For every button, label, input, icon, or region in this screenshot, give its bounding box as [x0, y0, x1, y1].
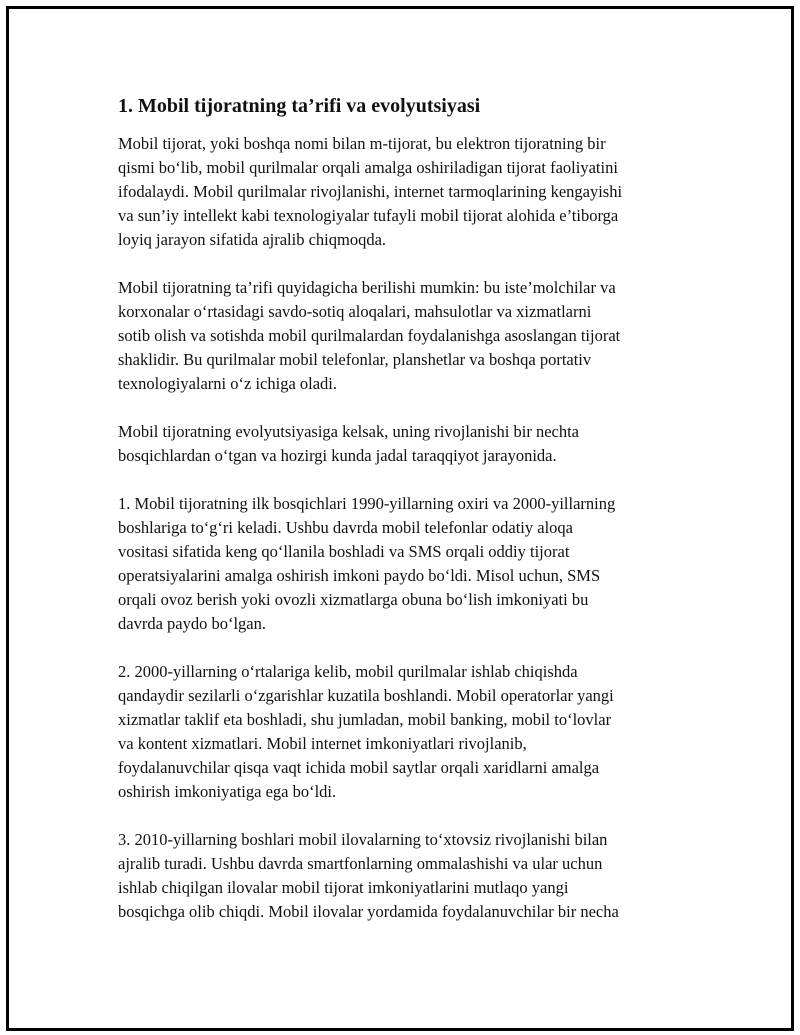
- text-line: shaklidir. Bu qurilmalar mobil telefonlar, planshetlar va boshqa portativ: [118, 350, 592, 369]
- text-line: foydalanuvchilar qisqa vaqt ichida mobil saytlar orqali xaridlarni amalga: [118, 758, 600, 777]
- text-line: va kontent xizmatlari. Mobil internet imkoniyatlari rivojlanib,: [118, 734, 527, 753]
- text-line: va sun’iy intellekt kabi texnologiyalar tufayli mobil tijorat alohida e’tiborga: [118, 206, 619, 225]
- paragraph-definition: [118, 276, 698, 396]
- text-line: boshlariga to‘g‘ri keladi. Ushbu davrda mobil telefonlar odatiy aloqa: [118, 518, 573, 537]
- text-line: 2. 2000-yillarning o‘rtalariga kelib, mobil qurilmalar ishlab chiqishda: [118, 662, 578, 681]
- text-line: davrda paydo bo‘lgan.: [118, 614, 266, 633]
- text-line: ishlab chiqilgan ilovalar mobil tijorat imkoniyatlarini mutlaqo yangi: [118, 878, 569, 897]
- text-line: bosqichga olib chiqdi. Mobil ilovalar yordamida foydalanuvchilar bir necha: [118, 902, 619, 921]
- text-line: orqali ovoz berish yoki ovozli xizmatlarga obuna bo‘lish imkoniyati bu: [118, 590, 589, 609]
- text-line: Mobil tijorat, yoki boshqa nomi bilan m-tijorat, bu elektron tijoratning bir: [118, 134, 606, 153]
- text-line: texnologiyalarni o‘z ichiga oladi.: [118, 374, 338, 393]
- text-line: ajralib turadi. Ushbu davrda smartfonlarning ommalashishi va ular uchun: [118, 854, 603, 873]
- document-body: [118, 92, 698, 948]
- paragraph-evolution-intro: [118, 420, 698, 468]
- text-line: xizmatlar taklif eta boshladi, shu jumladan, mobil banking, mobil to‘lovlar: [118, 710, 612, 729]
- text-line: operatsiyalarini amalga oshirish imkoni paydo bo‘ldi. Misol uchun, SMS: [118, 566, 601, 585]
- text-line: 1. Mobil tijoratning ilk bosqichlari 1990-yillarning oxiri va 2000-yillarning: [118, 494, 616, 513]
- text-line: loyiq jarayon sifatida ajralib chiqmoqda.: [118, 230, 387, 249]
- text-line: Mobil tijoratning evolyutsiyasiga kelsak, uning rivojlanishi bir nechta: [118, 422, 580, 441]
- text-line: Mobil tijoratning ta’rifi quyidagicha berilishi mumkin: bu iste’molchilar va: [118, 278, 616, 297]
- text-line: ifodalaydi. Mobil qurilmalar rivojlanishi, internet tarmoqlarining kengayishi: [118, 182, 623, 201]
- text-line: qandaydir sezilarli o‘zgarishlar kuzatila boshlandi. Mobil operatorlar yangi: [118, 686, 614, 705]
- paragraph-stage-3: [118, 828, 698, 924]
- section-heading: 1. Mobil tijoratning ta’rifi va evolyutsiyasi: [118, 95, 481, 117]
- paragraph-stage-1: [118, 492, 698, 636]
- text-line: sotib olish va sotishda mobil qurilmalardan foydalanishga asoslangan tijorat: [118, 326, 621, 345]
- text-line: qismi bo‘lib, mobil qurilmalar orqali amalga oshiriladigan tijorat faoliyatini: [118, 158, 618, 177]
- text-line: korxonalar o‘rtasidagi savdo-sotiq aloqalari, mahsulotlar va xizmatlarni: [118, 302, 592, 321]
- text-line: vositasi sifatida keng qo‘llanila boshladi va SMS orqali oddiy tijorat: [118, 542, 570, 561]
- paragraph-definition-intro: [118, 132, 698, 252]
- text-line: oshirish imkoniyatiga ega bo‘ldi.: [118, 782, 337, 801]
- text-line: bosqichlardan o‘tgan va hozirgi kunda jadal taraqqiyot jarayonida.: [118, 446, 557, 465]
- text-line: 3. 2010-yillarning boshlari mobil ilovalarning to‘xtovsiz rivojlanishi bilan: [118, 830, 608, 849]
- paragraph-stage-2: [118, 660, 698, 804]
